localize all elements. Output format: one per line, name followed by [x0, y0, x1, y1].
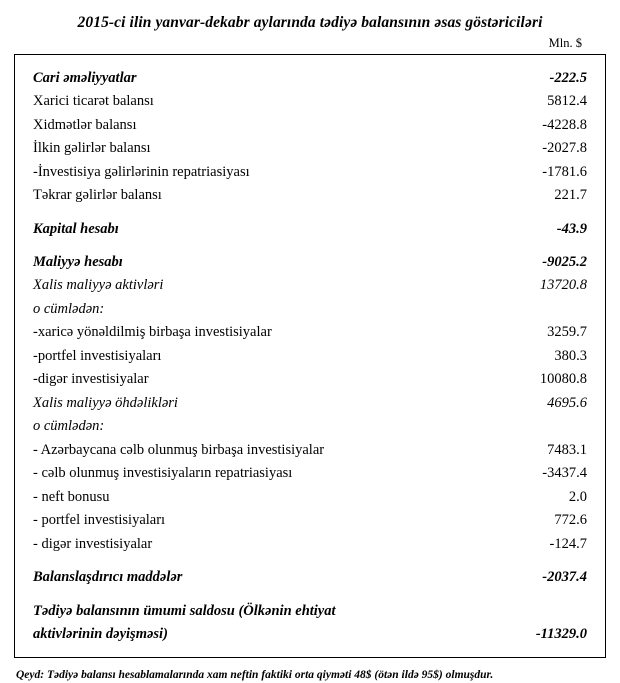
row-spacer-cell: [33, 208, 587, 218]
table-row: [33, 486, 587, 509]
units-label: Mln. $: [548, 35, 582, 50]
row-spacer-cell: [33, 590, 587, 600]
table-row: [33, 114, 587, 137]
total-label-line2: aktivlərinin dəyişməsi): [33, 626, 168, 643]
row-value: 7483.1: [547, 441, 587, 458]
row-label: Xarici ticarət balansı: [33, 93, 154, 110]
table-row: [33, 137, 587, 160]
row-value: 4695.6: [547, 394, 587, 411]
row-label: - cəlb olunmuş investisiyaların repatriasiyası: [33, 465, 293, 482]
table-row: [33, 368, 587, 391]
row-label: -portfel investisiyaları: [33, 347, 162, 364]
total-value: -11329.0: [535, 626, 587, 643]
balance-of-payments-table: [14, 54, 606, 658]
table-row: [33, 218, 587, 241]
row-value: 10080.8: [539, 371, 587, 388]
row-spacer: [33, 590, 587, 600]
row-spacer: [33, 241, 587, 251]
table-row: [33, 392, 587, 415]
row-value: -222.5: [549, 69, 587, 86]
row-label: - digər investisiyalar: [33, 535, 153, 552]
row-label: - neft bonusu: [33, 488, 110, 505]
row-spacer-cell: [33, 556, 587, 566]
total-label: [33, 600, 495, 647]
row-label: Kapital hesabı: [33, 220, 119, 237]
row-value: 5812.4: [547, 93, 587, 110]
table-row: [33, 566, 587, 589]
row-label: Təkrar gəlirlər balansı: [33, 187, 162, 204]
table-row: [33, 184, 587, 207]
row-label: - portfel investisiyaları: [33, 512, 166, 529]
table-row: [33, 90, 587, 113]
table-row: [33, 345, 587, 368]
table-row: [33, 251, 587, 274]
table-row: [33, 161, 587, 184]
table: [33, 67, 587, 647]
row-label: İlkin gəlirlər balansı: [33, 140, 151, 157]
table-row-total: [33, 600, 587, 647]
row-label: o cümlədən:: [33, 300, 105, 317]
table-row: [33, 439, 587, 462]
row-value: -4228.8: [542, 116, 587, 133]
row-label: Xidmətlər balansı: [33, 116, 137, 133]
row-value: -2027.8: [542, 140, 587, 157]
table-row: [33, 321, 587, 344]
row-label: - Azərbaycana cəlb olunmuş birbaşa investisiyalar: [33, 441, 325, 458]
table-row: [33, 509, 587, 532]
row-value: [495, 415, 587, 438]
footnote: Qeyd: Tədiyə balansı hesablamalarında xam neftin faktiki orta qiyməti 48$ (ötən ildə 95$) olmuşdur.: [16, 668, 494, 681]
row-value: -43.9: [556, 220, 587, 237]
row-value: 380.3: [554, 347, 587, 364]
row-spacer: [33, 208, 587, 218]
row-spacer-cell: [33, 241, 587, 251]
row-label: -İnvestisiya gəlirlərinin repatriasiyası: [33, 163, 250, 180]
row-value: 772.6: [554, 512, 587, 529]
row-label: o cümlədən:: [33, 418, 105, 435]
row-label: Balanslaşdırıcı maddələr: [33, 569, 183, 586]
row-label: -xaricə yönəldilmiş birbaşa investisiyalar: [33, 324, 272, 341]
row-label: Maliyyə hesabı: [33, 253, 123, 270]
row-value: 13720.8: [539, 277, 587, 294]
table-row: [33, 533, 587, 556]
row-label: Xalis maliyyə öhdəlikləri: [33, 394, 178, 411]
row-value: -1781.6: [542, 163, 587, 180]
row-value: -9025.2: [542, 253, 587, 270]
table-row: [33, 298, 587, 321]
row-label: Xalis maliyyə aktivləri: [33, 277, 164, 294]
row-value: -3437.4: [542, 465, 587, 482]
table-row: [33, 274, 587, 297]
row-value: 2.0: [568, 488, 587, 505]
row-value: [495, 298, 587, 321]
total-label-line1: Tədiyə balansının ümumi saldosu (Ölkənin ehtiyat: [33, 602, 336, 619]
table-row: [33, 462, 587, 485]
table-row: [33, 67, 587, 90]
row-label: Cari əməliyyatlar: [33, 69, 137, 86]
row-value: 3259.7: [547, 324, 587, 341]
row-label: -digər investisiyalar: [33, 371, 149, 388]
row-value: 221.7: [554, 187, 587, 204]
table-row: [33, 415, 587, 438]
row-spacer: [33, 556, 587, 566]
page-title: 2015-ci ilin yanvar-dekabr aylarında tədiyə balansının əsas göstəriciləri: [77, 14, 543, 31]
row-value: -124.7: [549, 535, 587, 552]
row-value: -2037.4: [542, 569, 587, 586]
